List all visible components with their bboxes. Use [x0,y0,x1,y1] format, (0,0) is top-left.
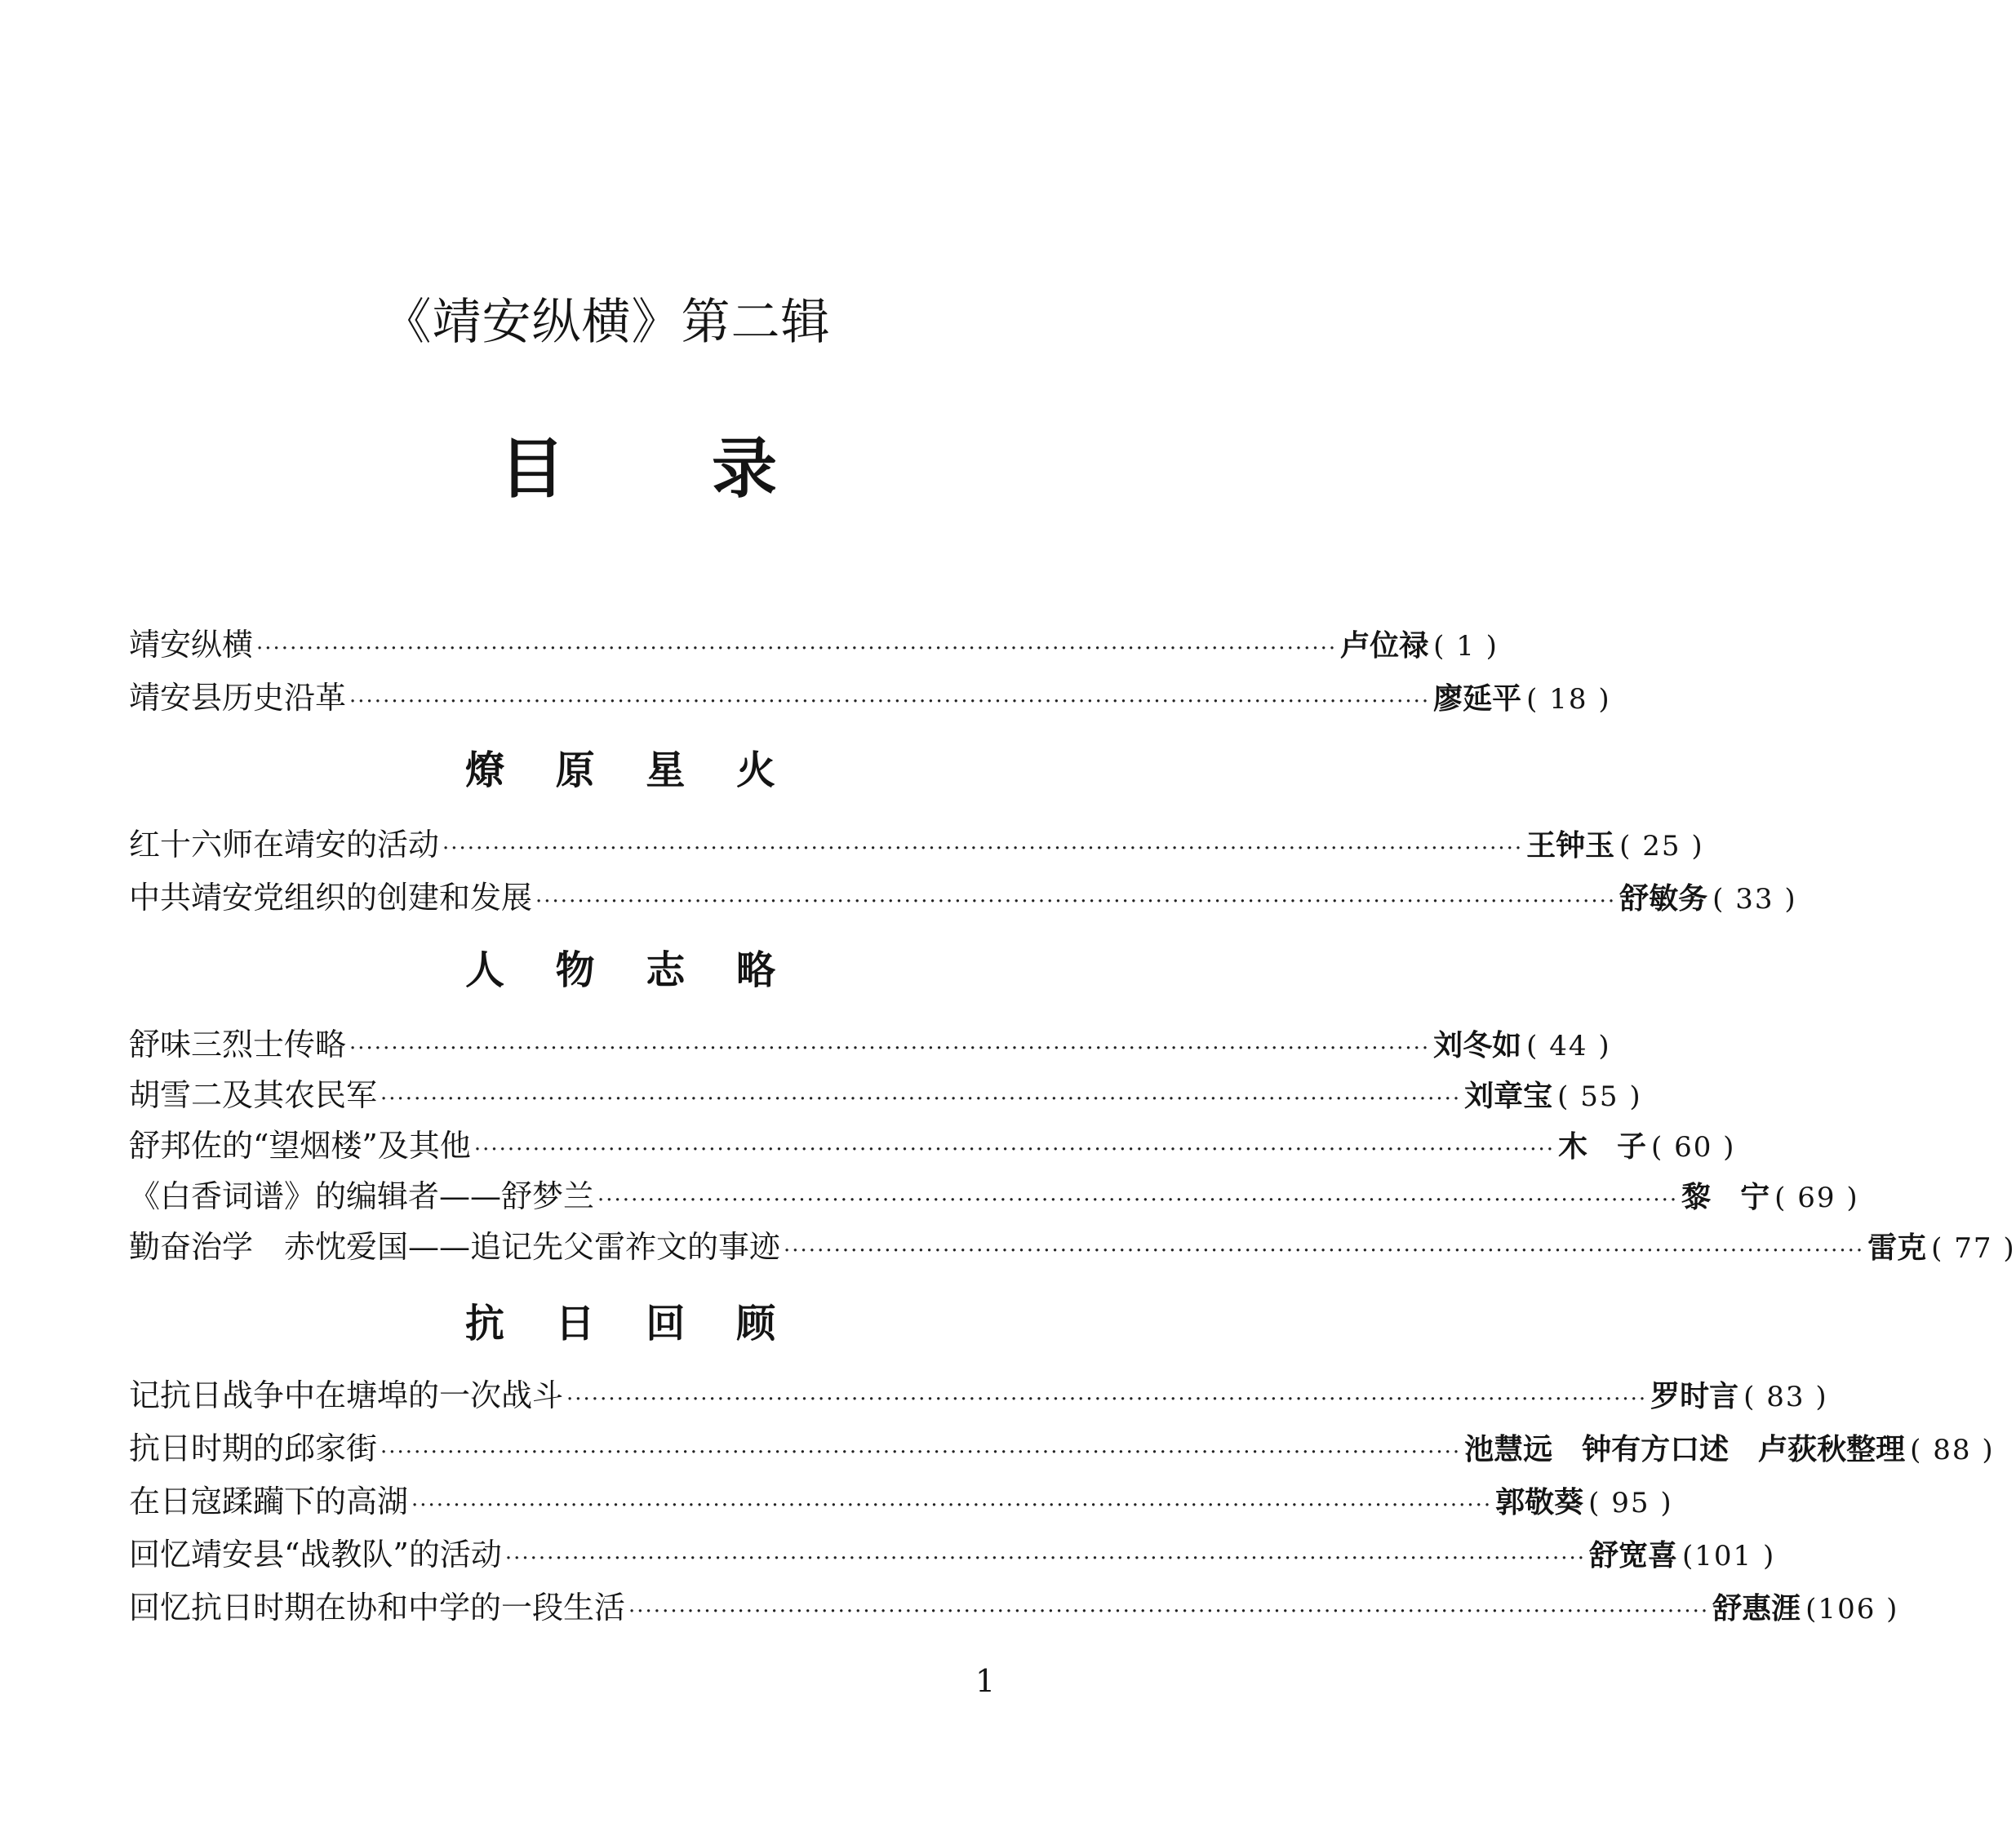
section-heading-char: 志 [646,947,686,993]
section-heading-char: 火 [735,747,775,793]
dot-leader: ································································································································· [349,690,1431,714]
toc-entry[interactable] [129,1583,1899,1632]
toc-entry[interactable] [129,820,1704,869]
dot-leader: ································································································································· [349,1036,1431,1061]
entry-title: 抗日时期的邱家街 [129,1430,378,1466]
entry-page: ( 55 ) [1557,1080,1642,1113]
section-heading-char: 星 [646,747,686,793]
entry-title: 《白香词谱》的编辑者——舒梦兰 [129,1178,595,1214]
entry-title: 红十六师在靖安的活动 [129,827,440,863]
entry-title: 回忆靖安县“战教队”的活动 [129,1537,502,1572]
page-number: 1 [975,1663,996,1699]
entry-author: 王钟玉 [1526,829,1615,863]
toc-entry[interactable] [129,620,1499,669]
section-heading-char: 物 [555,947,595,993]
entry-title: 胡雪二及其农民军 [129,1077,378,1113]
entry-author: 池慧远 钟有方口述 卢荻秋整理 [1464,1433,1906,1466]
entry-page: ( 83 ) [1743,1381,1828,1413]
dot-leader: ································································································································· [628,1599,1710,1624]
toc-entry[interactable] [129,1371,1828,1420]
section-heading-char: 原 [555,747,595,793]
dot-leader: ································································································································· [535,889,1617,914]
entry-page: ( 60 ) [1651,1131,1736,1164]
entry-page: ( 1 ) [1433,630,1499,663]
section-heading-char: 略 [735,947,775,993]
entry-author: 罗时言 [1650,1380,1739,1413]
section-heading-char: 日 [555,1301,595,1346]
section-heading [465,744,775,796]
toc-entry[interactable] [129,1071,1642,1120]
toc-entry[interactable] [129,1424,1995,1473]
toc-heading-char: 录 [712,431,777,507]
entry-page: ( 77 ) [1931,1232,2016,1265]
entry-title: 舒味三烈士传略 [129,1027,347,1062]
entry-author: 黎 宁 [1681,1181,1770,1214]
entry-author: 雷克 [1867,1231,1927,1265]
entry-author: 木 子 [1558,1130,1647,1164]
toc-entry[interactable] [129,673,1611,722]
entry-title: 在日寇蹂躏下的高湖 [129,1484,409,1519]
entry-title: 舒邦佐的“望烟楼”及其他 [129,1128,471,1164]
entry-title: 靖安纵横 [129,627,254,663]
dot-leader: ································································································································· [380,1440,1462,1465]
entry-page: (106 ) [1805,1593,1899,1626]
dot-leader: ································································································································· [597,1188,1679,1213]
entry-author: 卢位禄 [1340,629,1429,663]
entry-title: 记抗日战争中在塘埠的一次战斗 [129,1377,564,1413]
dot-leader: ································································································································· [442,836,1524,861]
toc-entry[interactable] [129,1477,1673,1526]
book-title: 《靖安纵横》第二辑 [382,294,831,351]
toc-entry[interactable] [129,1530,1776,1579]
toc-entry[interactable] [129,1172,1859,1221]
entry-author: 刘章宝 [1464,1080,1553,1113]
entry-page: ( 95 ) [1588,1487,1673,1519]
dot-leader: ································································································································· [566,1387,1648,1412]
section-heading-char: 燎 [465,747,505,793]
section-heading-char: 回 [646,1301,686,1346]
section-heading-char: 人 [465,947,505,993]
dot-leader: ································································································································· [784,1239,1865,1263]
section-heading-char: 抗 [465,1301,505,1346]
dot-leader: ································································································································· [504,1546,1586,1571]
entry-title: 中共靖安党组织的创建和发展 [129,880,533,916]
entry-page: ( 25 ) [1619,830,1704,863]
toc-entry[interactable] [129,1020,1611,1069]
entry-author: 刘冬如 [1433,1029,1522,1062]
toc-heading-char: 目 [500,431,565,507]
entry-page: (101 ) [1682,1540,1776,1572]
entry-title: 勤奋治学 赤忱爱国——追记先父雷祚文的事迹 [129,1229,781,1265]
entry-page: ( 33 ) [1712,883,1797,916]
entry-page: ( 69 ) [1774,1182,1859,1214]
toc-entry[interactable] [129,1222,2016,1271]
dot-leader: ································································································································· [380,1087,1462,1111]
entry-page: ( 88 ) [1910,1434,1995,1466]
toc-entry[interactable] [129,1121,1736,1170]
dot-leader: ································································································································· [256,636,1338,661]
entry-author: 廖延平 [1433,682,1522,716]
dot-leader: ································································································································· [473,1138,1555,1162]
dot-leader: ································································································································· [411,1493,1493,1518]
entry-page: ( 18 ) [1526,683,1611,716]
entry-author: 郭敬葵 [1495,1486,1584,1519]
entry-page: ( 44 ) [1526,1030,1611,1062]
toc-entry[interactable] [129,873,1797,922]
entry-author: 舒宽喜 [1589,1539,1678,1572]
entry-title: 回忆抗日时期在协和中学的一段生活 [129,1590,626,1626]
section-heading-char: 顾 [735,1301,775,1346]
toc-heading [500,428,777,510]
entry-author: 舒惠涯 [1712,1592,1801,1626]
entry-title: 靖安县历史沿革 [129,680,347,716]
entry-author: 舒敏务 [1619,882,1708,916]
section-heading [465,944,775,996]
section-heading [465,1297,775,1350]
